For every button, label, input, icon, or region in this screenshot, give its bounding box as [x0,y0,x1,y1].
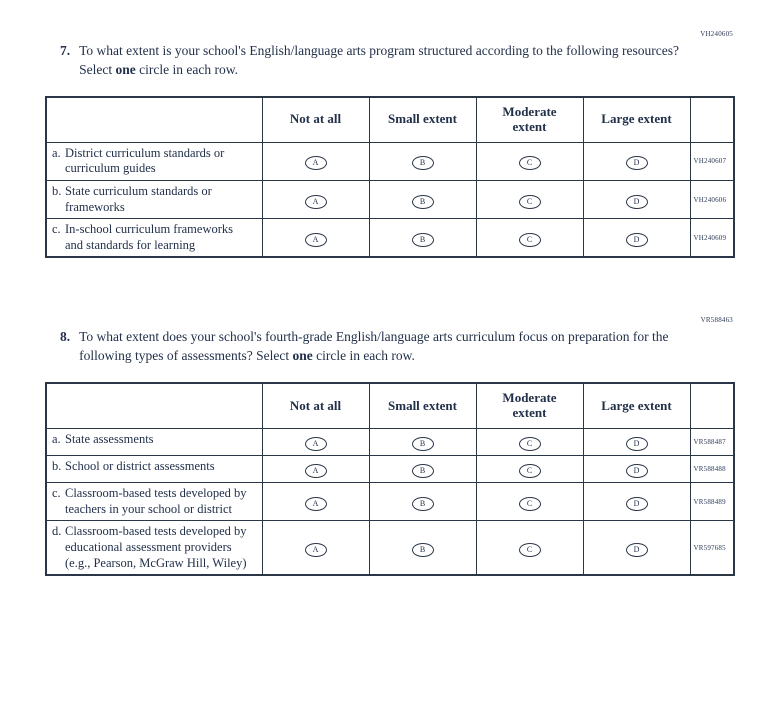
row-letter: d. [52,524,62,539]
option-bubble-d[interactable]: D [626,464,648,478]
column-header-small-extent: Small extent [369,97,476,142]
answer-cell [262,483,369,521]
answer-cell [369,180,476,218]
column-header-large-extent: Large extent [583,97,690,142]
row-text: In-school curriculum frameworks and standards for learning [65,222,233,252]
row-text: Classroom-based tests developed by teachers in your school or district [65,486,247,516]
table-row [46,483,734,521]
answer-cell [262,429,369,456]
answer-cell [583,142,690,180]
answer-cell [476,180,583,218]
option-bubble-d[interactable]: D [626,156,648,170]
option-bubble-b[interactable]: B [412,464,434,478]
row-label-cell [46,521,262,575]
row-code: VR588489 [690,483,734,521]
question-7-table [45,96,735,259]
row-label-cell [46,142,262,180]
answer-cell [583,521,690,575]
option-bubble-c[interactable]: C [519,543,541,557]
answer-cell [476,483,583,521]
header-empty-cell [46,383,262,428]
row-label-cell [46,483,262,521]
answer-cell [583,219,690,258]
option-bubble-b[interactable]: B [412,437,434,451]
question-8-text-post: circle in each row. [312,348,415,364]
column-header-not-at-all: Not at all [262,97,369,142]
row-label-cell [46,180,262,218]
column-header-moderate-extent: Moderate extent [476,383,583,428]
answer-cell [583,483,690,521]
answer-cell [369,219,476,258]
row-letter: b. [52,459,62,474]
question-7-text-post: circle in each row. [135,61,238,77]
question-8-number: 8. [60,329,71,345]
table-header-row [46,97,734,142]
row-label-cell [46,456,262,483]
question-8-block [45,316,735,576]
answer-cell [476,219,583,258]
option-bubble-a[interactable]: A [305,156,327,170]
option-bubble-b[interactable]: B [412,543,434,557]
option-bubble-d[interactable]: D [626,195,648,209]
answer-cell [476,456,583,483]
row-label-cell [46,429,262,456]
header-empty-cell [46,97,262,142]
option-bubble-a[interactable]: A [305,497,327,511]
option-bubble-c[interactable]: C [519,497,541,511]
row-letter: a. [52,432,61,447]
header-code-cell [690,383,734,428]
row-letter: a. [52,145,61,160]
option-bubble-a[interactable]: A [305,437,327,451]
option-bubble-c[interactable]: C [519,437,541,451]
header-code-cell [690,97,734,142]
answer-cell [369,483,476,521]
question-8-text-pre: To what extent does your school's fourth-grade English/language arts curriculum focus on preparation for the following types of assessments? Select [79,329,669,364]
question-7-block [45,30,735,258]
row-code: VR588488 [690,456,734,483]
row-text: District curriculum standards or curriculum guides [65,145,225,176]
option-bubble-d[interactable]: D [626,437,648,451]
question-7-text [79,42,695,80]
answer-cell [369,429,476,456]
question-7-text-pre: To what extent is your school's English/language arts program structured according to the following resources? Select [79,43,679,77]
question-7-number: 7. [60,43,71,58]
question-8-text [79,328,695,366]
row-code: VH240609 [690,219,734,258]
option-bubble-d[interactable]: D [626,233,648,247]
column-header-moderate-extent: Moderate extent [476,97,583,142]
row-text: School or district assessments [65,459,215,474]
row-code: VR588487 [690,429,734,456]
question-8-code: VR588463 [700,316,733,325]
answer-cell [583,180,690,218]
option-bubble-a[interactable]: A [305,543,327,557]
option-bubble-b[interactable]: B [412,156,434,170]
question-7 [60,42,735,80]
option-bubble-c[interactable]: C [519,464,541,478]
row-code: VH240607 [690,142,734,180]
table-row [46,429,734,456]
option-bubble-c[interactable]: C [519,233,541,247]
option-bubble-a[interactable]: A [305,195,327,209]
question-8-text-bold: one [292,348,313,364]
row-text: State curriculum standards or frameworks [65,183,212,214]
option-bubble-d[interactable]: D [626,497,648,511]
question-8 [60,328,735,366]
option-bubble-b[interactable]: B [412,233,434,247]
answer-cell [262,142,369,180]
answer-cell [262,521,369,575]
question-7-text-bold: one [115,61,136,77]
question-7-code: VH240605 [700,30,733,38]
answer-cell [262,180,369,218]
table-header-row [46,383,734,428]
row-letter: c. [52,222,61,237]
column-header-small-extent: Small extent [369,383,476,428]
answer-cell [476,521,583,575]
column-header-large-extent: Large extent [583,383,690,428]
column-header-not-at-all: Not at all [262,383,369,428]
option-bubble-c[interactable]: C [519,195,541,209]
row-text: State assessments [65,432,154,447]
row-text: Classroom-based tests developed by educational assessment providers (e.g., Pearson, McGraw Hill, Wiley) [65,524,247,570]
option-bubble-b[interactable]: B [412,195,434,209]
row-code: VR597685 [690,521,734,575]
answer-cell [583,456,690,483]
question-8-table [45,382,735,576]
table-row [46,180,734,218]
option-bubble-c[interactable]: C [519,156,541,170]
answer-cell [262,219,369,258]
option-bubble-d[interactable]: D [626,543,648,557]
option-bubble-b[interactable]: B [412,497,434,511]
option-bubble-a[interactable]: A [305,464,327,478]
table-row [46,142,734,180]
answer-cell [583,429,690,456]
option-bubble-a[interactable]: A [305,233,327,247]
answer-cell [476,142,583,180]
answer-cell [262,456,369,483]
answer-cell [369,142,476,180]
table-row [46,521,734,575]
answer-cell [476,429,583,456]
table-row [46,456,734,483]
row-letter: b. [52,183,62,198]
answer-cell [369,521,476,575]
row-letter: c. [52,486,61,501]
section-gap [45,258,735,316]
table-row [46,219,734,258]
answer-cell [369,456,476,483]
row-code: VH240606 [690,180,734,218]
row-label-cell [46,219,262,258]
